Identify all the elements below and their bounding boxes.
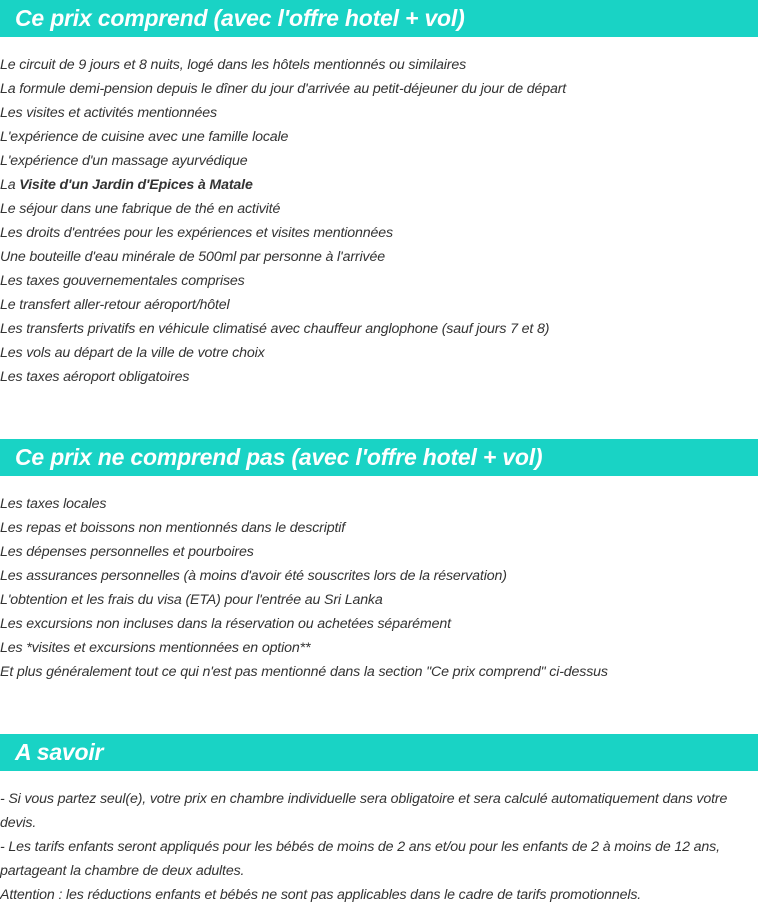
- list-item: Les transferts privatifs en véhicule climatisé avec chauffeur anglophone (sauf jours 7 et 8): [0, 321, 550, 337]
- list-item-prefix: La: [0, 177, 20, 193]
- list-item: Les taxes aéroport obligatoires: [0, 369, 190, 385]
- list-item: Le transfert aller-retour aéroport/hôtel: [0, 297, 230, 313]
- list-item: La formule demi-pension depuis le dîner du jour d'arrivée au petit-déjeuner du jour de départ: [0, 81, 567, 97]
- list-item: Les assurances personnelles (à moins d'avoir été souscrites lors de la réservation): [0, 568, 507, 584]
- list-item: Les repas et boissons non mentionnés dans le descriptif: [0, 520, 346, 536]
- section-header-good-to-know: [0, 734, 758, 771]
- good-to-know-text: [0, 787, 752, 907]
- list-item: Le circuit de 9 jours et 8 nuits, logé dans les hôtels mentionnés ou similaires: [0, 57, 467, 73]
- section-header-excluded: [0, 439, 758, 476]
- info-paragraph: - Les tarifs enfants seront appliqués pour les bébés de moins de 2 ans et/ou pour les enfants de 2 à moins de 12 ans, partageant la chambre de deux adultes.: [0, 839, 720, 879]
- list-item: [0, 173, 758, 197]
- list-item: Les dépenses personnelles et pourboires: [0, 544, 254, 560]
- list-item: Une bouteille d'eau minérale de 500ml par personne à l'arrivée: [0, 249, 385, 265]
- list-item: L'obtention et les frais du visa (ETA) pour l'entrée au Sri Lanka: [0, 592, 383, 608]
- list-item: Les taxes locales: [0, 496, 107, 512]
- list-item: Les taxes gouvernementales comprises: [0, 273, 245, 289]
- list-item: Et plus généralement tout ce qui n'est pas mentionné dans la section "Ce prix comprend" ci-dessus: [0, 664, 608, 680]
- list-item: Les *visites et excursions mentionnées en option**: [0, 640, 311, 656]
- section-title-included: Ce prix comprend (avec l'offre hotel + vol): [15, 5, 465, 31]
- list-item: L'expérience d'un massage ayurvédique: [0, 153, 248, 169]
- section-title-excluded: Ce prix ne comprend pas (avec l'offre hotel + vol): [15, 444, 543, 470]
- excluded-list: [0, 492, 758, 684]
- info-paragraph: Attention : les réductions enfants et bébés ne sont pas applicables dans le cadre de tarifs promotionnels.: [0, 887, 642, 903]
- list-item: L'expérience de cuisine avec une famille locale: [0, 129, 289, 145]
- list-item: Les droits d'entrées pour les expériences et visites mentionnées: [0, 225, 393, 241]
- section-title-good-to-know: A savoir: [15, 739, 104, 765]
- list-item: Le séjour dans une fabrique de thé en activité: [0, 201, 281, 217]
- list-item: Les visites et activités mentionnées: [0, 105, 217, 121]
- info-paragraph: - Si vous partez seul(e), votre prix en chambre individuelle sera obligatoire et sera calculé automatiquement dans votre devis.: [0, 791, 728, 831]
- list-item: Les vols au départ de la ville de votre choix: [0, 345, 265, 361]
- list-item-bold: Visite d'un Jardin d'Epices à Matale: [19, 177, 253, 193]
- section-header-included: [0, 0, 758, 37]
- included-list: [0, 53, 758, 389]
- list-item: Les excursions non incluses dans la réservation ou achetées séparément: [0, 616, 451, 632]
